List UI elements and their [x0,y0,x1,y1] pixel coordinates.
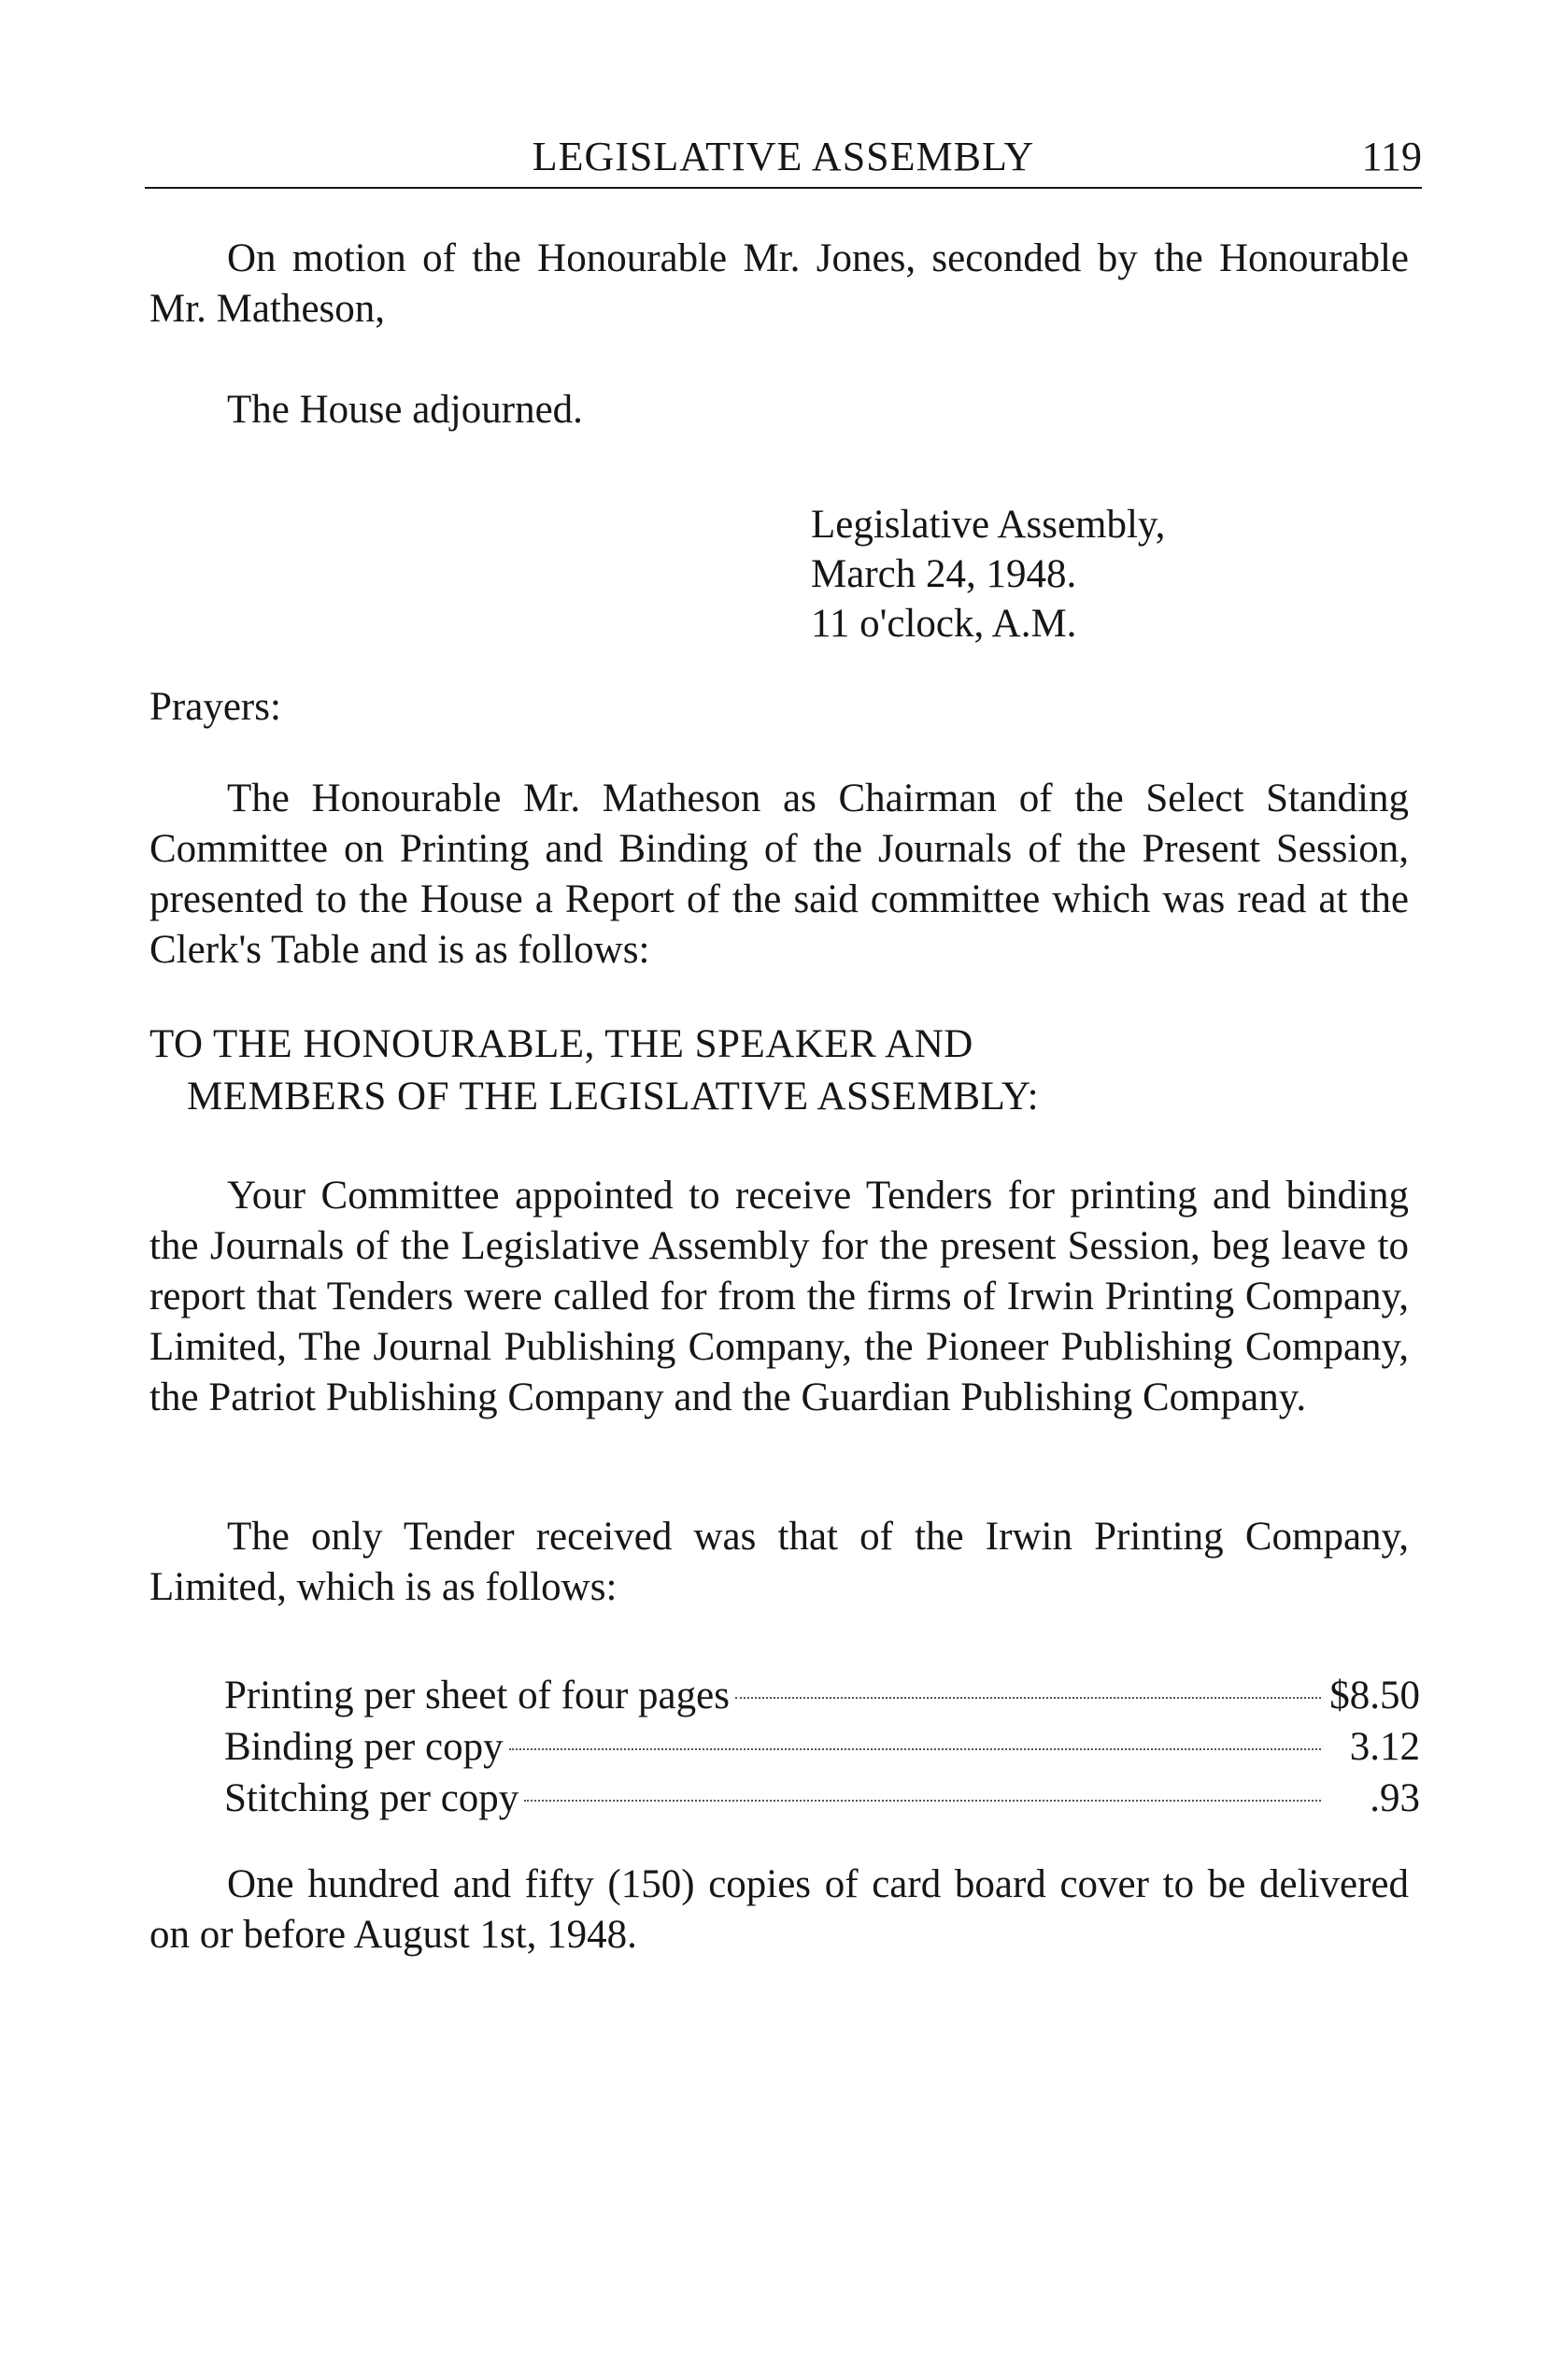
dot-leader [735,1697,1321,1699]
page-number: 119 [1361,134,1422,179]
dot-leader [524,1800,1321,1802]
address-line-1: TO THE HONOURABLE, THE SPEAKER AND [149,1022,973,1066]
dateline [811,500,1165,648]
running-head [145,133,1422,189]
dateline-place: Legislative Assembly, [811,503,1166,547]
tender-row [224,1670,1420,1721]
cover-note-paragraph: One hundred and fifty (150) copies of card board cover to be delivered on or before August 1st, 1948. [149,1862,1409,1957]
tender-item: Binding per copy [224,1725,504,1769]
dateline-time: 11 o'clock, A.M. [811,602,1077,646]
dot-leader [509,1748,1321,1750]
report-intro-paragraph: The Honourable Mr. Matheson as Chairman of the Select Standing Committee on Printing and Binding of the Journals of the Present Session, presented to the House a Report of the said committee which was read at the Clerk's Table and is as follows: [149,777,1409,972]
tender-intro-paragraph: The only Tender received was that of the Irwin Printing Company, Limited, which is as follows: [149,1515,1409,1609]
tender-item: Stitching per copy [224,1776,519,1820]
running-title: LEGISLATIVE ASSEMBLY [532,134,1035,179]
tender-price: .93 [1370,1776,1420,1820]
tender-item: Printing per sheet of four pages [224,1674,730,1717]
dateline-date: March 24, 1948. [811,552,1077,596]
tender-price: 3.12 [1349,1725,1420,1769]
tender-row [224,1773,1420,1824]
address-heading [149,1019,1039,1123]
tender-price: $8.50 [1329,1674,1420,1717]
committee-report-paragraph: Your Committee appointed to receive Tenders for printing and binding the Journals of the Legislative Assembly for the present Session, beg leave to report that Tenders were called for from the firms of Irwin Printing Company, Limited, The Journal Publishing Company, the Pioneer Publishing Company, the Patriot Publishing Company and the Guardian Publishing Company. [149,1174,1409,1419]
motion-paragraph: On motion of the Honourable Mr. Jones, seconded by the Honourable Mr. Matheson, [149,236,1409,331]
address-line-2: MEMBERS OF THE LEGISLATIVE ASSEMBLY: [187,1075,1040,1119]
tender-list [224,1670,1420,1824]
adjourned-line: The House adjourned. [227,388,583,432]
tender-row [224,1721,1420,1773]
prayers-heading: Prayers: [149,685,281,729]
